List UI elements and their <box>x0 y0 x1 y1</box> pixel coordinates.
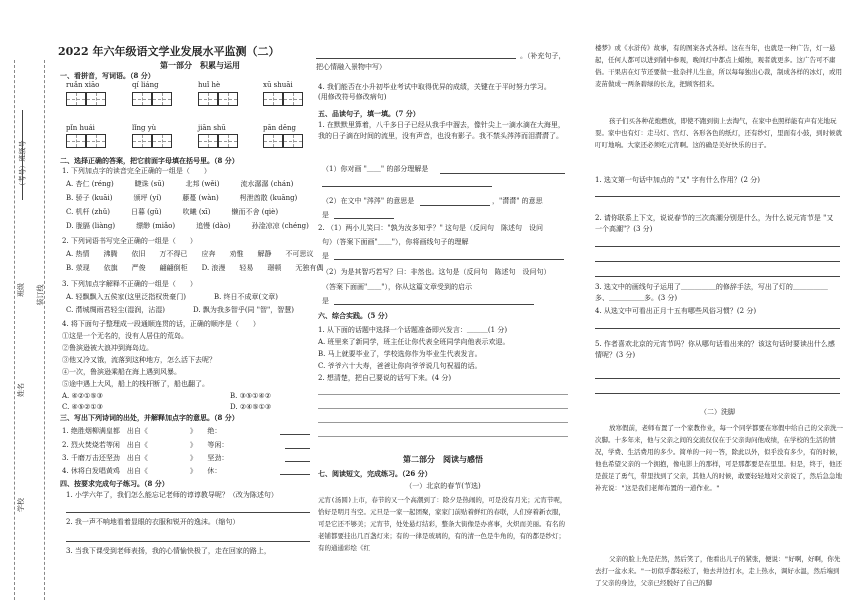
q3-answer-line[interactable] <box>280 474 310 475</box>
q2-s3: 3. 下列加点字解释不正确的一组是（ ） <box>62 280 197 288</box>
char-box[interactable] <box>66 92 86 106</box>
q6-option-b[interactable]: B. 马上就要毕业了，学校选你作为毕业生代表发言。 <box>318 350 482 358</box>
reading1-q1: 1. 选文第一句话中加点的 "又" 字有什么作用？(2 分) <box>595 176 760 184</box>
q6-option-a[interactable]: A. 班里来了新同学，班主任让你代表全班同学向他表示欢迎。 <box>318 338 510 346</box>
q2-s4-1: ①这是一个无名的，没有人居住的荒岛。 <box>62 332 188 340</box>
q6-heading: 六、综合实践。（5 分） <box>318 311 392 320</box>
char-box[interactable] <box>86 92 106 106</box>
q6-s2: 2. 想清楚，把自己要说的话写下来。(4 分) <box>318 374 452 382</box>
q6-s1: 1. 从下面的话题中选择一个话题准备即兴发言：＿＿＿(1 分) <box>318 326 508 334</box>
binding-line-label: 装订线 <box>36 284 45 306</box>
q2-heading: 二、选择正确的答案，把它前面字母填在括号里。（8 分） <box>60 156 239 165</box>
q4-s3-cont2: 把心情融入景物中写） <box>316 63 386 71</box>
reading2-paragraph-2: 父亲的脸上先是茫然，然后笑了，他看出儿子的紧张，便说："好啊，好啊，你先去打一盆水来。"一切似乎都轻松了，他去井边打水，走上热水，调好水温，然后端到了父亲的身边，父亲已经脱好了自己的脚 <box>595 555 841 587</box>
char-box[interactable] <box>218 134 238 148</box>
reading1-q2: 2. 请你联系上下文，说说春节的三次高潮分别是什么，为什么说元宵节是 "又一个高潮"？(3 分) <box>595 214 834 233</box>
q5-s2e: （答案下面画"＿＿"），你从这篇文章受到的启示 <box>322 283 472 291</box>
char-box[interactable] <box>66 134 86 148</box>
q1-heading: 一、看拼音，写词语。（8 分） <box>60 71 155 80</box>
reading1-continuation: 楼梦》或《水浒传》故事，有的图案各式各样。这在当年，也就是一种广告，灯一悬起，任何人都可以进到铺中参观，晚间灯中都点上蜡烛，观者就更多。这广告可不庸俗。干果店在灯节还要做一批杂拌儿生意，所以每每独出心裁，制成各样的冰灯，或用麦苗做成一两条碧绿的长龙，把顾客招来。 <box>595 44 842 88</box>
q5-p2-line[interactable] <box>420 205 490 206</box>
q4-answer-line[interactable] <box>66 541 310 542</box>
q5-p2b: ，"潸潸" 的意思 <box>492 197 543 205</box>
school-label: 学校 <box>17 498 25 512</box>
q4-s3-answer-line[interactable] <box>316 58 516 59</box>
reading2-title: （二）洗脚 <box>700 408 735 416</box>
q2-s4-c[interactable]: C. ④⑤②①③ <box>62 403 103 411</box>
q5-passage: 1. 在默默里算着，八千多日子已经从我手中溜去，像针尖上一滴水滴在大海里，我的日子滴在时间的流里，没有声音，也没有影子。我不禁头涔涔而泪潸潸了。 <box>318 121 565 140</box>
q2-s4-4: ④一次，鲁滨逊乘船在海上遇到风暴。 <box>62 368 181 376</box>
q3-heading: 三、写出下列诗词的出处，并解释加点字的意思。（8 分） <box>60 413 239 422</box>
class-number-line[interactable] <box>22 110 23 200</box>
q3-answer-line[interactable] <box>285 461 310 462</box>
q5-s2b: 句）（答案下面画"＿＿"），你将画线句子的理解 <box>322 238 469 246</box>
char-box[interactable] <box>263 92 283 106</box>
q6-option-c[interactable]: C. 爷爷六十大寿，爸爸让你向爷爷说几句祝福的话。 <box>318 362 482 370</box>
q2-s1: 1. 下列加点字的读音完全正确的一组是（ ） <box>62 167 211 175</box>
q5-p2: （2）在文中 "涔涔" 的意思是 <box>322 197 415 205</box>
q5-s2f: 是 <box>322 297 329 305</box>
char-box[interactable] <box>152 134 172 148</box>
reading1-q4: 4. 从选文中可看出正月十五有哪些风俗习惯？(2 分) <box>595 307 757 315</box>
q5-s2: 2. （1）两小儿笑曰："孰为汝多知乎？" 这句是（反问句 陈述句 设问 <box>318 224 544 232</box>
q5-p1-line[interactable] <box>440 173 565 174</box>
pinyin-4: xū shuāi <box>263 81 293 89</box>
name-label: 姓名 <box>17 383 25 397</box>
q4-answer-line[interactable] <box>66 512 310 513</box>
q2-s4: 4. 将下面句子整理成一段通顺连贯的话，正确的顺序是（ ） <box>62 320 260 328</box>
q7-heading: 七、阅读短文，完成练习。（26 分） <box>318 469 432 478</box>
pinyin-6: lǐng yù <box>132 124 157 132</box>
q5-p2c-line[interactable] <box>334 218 394 219</box>
q4-s4-note: (用修改符号修改病句) <box>318 93 387 101</box>
q2-s2: 2. 下列词语书写完全正确的一组是（ ） <box>62 237 197 245</box>
pinyin-5: pǐn huái <box>66 124 95 132</box>
reading1-q3: 3. 选文中的画线句子运用了＿＿＿＿＿的修辞手法，写出了灯的＿＿＿＿＿多、＿＿＿＿＿多。(3 分) <box>595 283 828 302</box>
pinyin-3: huǐ hè <box>198 81 221 89</box>
reading1-paragraph-2: 孩子们买各种花炮燃放，即使不跑到街上去淘气，在家中也照样能有声有光地玩耍。家中也有灯：走马灯、宫灯、各形各色的纸灯，还有纱灯，里面有小鼓，到时候就叮叮地响。大家还必须吃元宵啊。这的确是美好快乐的日子。 <box>595 117 842 149</box>
q4-s1: 1. 小学六年了，我们怎么能忘记老师的谆谆教导呢？（改为陈述句） <box>66 491 278 499</box>
q2-s3-b[interactable]: C. 潸城绸雨君轻尘(湿润，沾湿) D. 飘为我多智乎(同 "智"，智慧) <box>66 306 294 314</box>
q3-item-1[interactable]: 1. 绝胜烟柳满皇都 出自《 》 绝： <box>62 427 222 435</box>
q2-s1-c[interactable]: C. 机杆 (zhǔ) 日暮 (gǔ) 吹曦 (xī) 懒而不舍 (qiè) <box>66 208 279 216</box>
q2-s2-b[interactable]: B. 荥现 依旗 严俊 翩翩倒柜 D. 浪漫 轻易 璟顿 无独有偶 <box>66 264 324 272</box>
class-number-label: （考号）班级号 <box>18 140 27 190</box>
q2-s2-a[interactable]: A. 热情 沸腾 依旧 万不得已 应奔 劝惟 解静 不可思议 <box>66 250 314 258</box>
reading1-q2-line[interactable] <box>595 276 840 277</box>
page-title: 2022 年六年级语文学业发展水平监测（二） <box>58 45 280 58</box>
q3-answer-line[interactable] <box>280 434 310 435</box>
q4-heading: 四、按要求完成句子练习。（8 分） <box>60 479 169 488</box>
char-box[interactable] <box>283 134 303 148</box>
reading1-q5-line[interactable] <box>595 393 840 394</box>
pinyin-8: pān dēng <box>263 124 297 132</box>
q2-s1-a[interactable]: A. 杏仁 (réng) 睫诛 (sū) 北邦 (wěi) 流水潺潺 (chán) <box>66 180 294 188</box>
q6-writing-line[interactable] <box>318 422 568 423</box>
reading2-passage: 放寒假前，老师布置了一个家教作业，每一个同学都要在寒假中给自己的父亲洗一次脚。十多年来，他与父亲之间的交流仅仅在于父亲询问他成绩，在学校的生活的情况，学费、生活费用的多少。简单的一问一答，除此以外，似乎没有多少，有的时候，他也希望父亲的一个拥抱，像电影上的那样，可是那都要是在里里。但是，终于，他还是鼓足了勇气，带里找到了父亲，其他人的时候，敢要轻轻地对父亲说了，然后急急地补充说："这是我们老师布置的一道作业。" <box>595 424 843 492</box>
q4-s2: 2. 我一声不响地看着显眼的衣服和锐开的逸沫。（缩句） <box>66 518 240 526</box>
char-box[interactable] <box>86 134 106 148</box>
q2-s1-b[interactable]: B. 骄子 (kuāi) 颁坪 (yí) 藤蔓 (wàn) 枵泄酋散 (kuāng) <box>66 194 298 202</box>
char-box[interactable] <box>198 92 218 106</box>
char-box[interactable] <box>263 134 283 148</box>
reading1-q4-line[interactable] <box>595 328 840 329</box>
q5-s2d: （2）为是其智巧若写？曰：非然也。这句是（反问句 陈述句 设问句） <box>322 268 551 276</box>
reading1-q2-line[interactable] <box>595 261 840 262</box>
binding-dashed-line-inner <box>44 60 45 600</box>
pinyin-2: qí liáng <box>132 81 159 89</box>
q5-p1: （1）你对画 "＿＿" 的部分理解是 <box>322 165 429 173</box>
pinyin-1: ruǎn xiāo <box>66 81 100 89</box>
class-label: 班级 <box>17 283 25 297</box>
q5-s2f-line[interactable] <box>334 304 534 305</box>
q5-s2c: 是 <box>322 252 329 260</box>
q2-s3-a[interactable]: A. 轻飘飘入五侯家(这里泛指权贵豪门) B. 终日不成章(文章) <box>66 293 279 301</box>
char-box[interactable] <box>152 92 172 106</box>
q4-s4: 4. 我们能否在小升初毕业考试中取得优异的成绩，关键在于平时努力学习。 <box>318 83 551 91</box>
reading1-q5: 5. 作者喜欢北京的元宵节吗？你从哪句话看出来的？该这句话时要读出什么感情呢？(3 分) <box>595 340 835 359</box>
q2-s4-5: ⑤途中遇上大风，船上的栈杆断了，船也翻了。 <box>62 380 209 388</box>
char-box[interactable] <box>218 92 238 106</box>
q4-s3: 3. 当我下课受到老师表扬，我的心情愉快极了，走在回家的路上， <box>66 547 271 555</box>
reading1-q2-line[interactable] <box>595 246 840 247</box>
reading1-passage: 元宵(汤圆)上市，春节的又一个高潮到了：除夕是热闹的，可是没有月光；元宵节呢，恰好是明月当空。元旦是一家一起团聚，家家门前贴着鲜红的春联，人们穿着新衣服，可是它还不够美；元宵节，处处悬灯结彩，整条大街像是办喜事，火炽而美丽。有名的老铺都要挂出几百盏灯来；有的一律是玻璃的，有的清一色是牛角的，有的都是纱灯；有的通通彩绘《红 <box>318 496 567 552</box>
char-box[interactable] <box>132 92 152 106</box>
reading1-q1-line[interactable] <box>595 196 840 197</box>
q2-s4-3: ③他又冷又饿，流落到这种地方，怎么活下去呢？ <box>62 356 216 364</box>
q2-s4-a[interactable]: A. ④②①⑤③ <box>62 392 103 400</box>
q5-p1-line-2[interactable] <box>322 186 492 187</box>
char-box[interactable] <box>132 134 152 148</box>
q6-writing-line[interactable] <box>318 436 568 437</box>
q3-item-4[interactable]: 4. 休将白发唱黄鸡 出自《 》 休： <box>62 467 222 475</box>
q3-item-3[interactable]: 3. 千磨万击还坚劲 出自《 》 坚劲： <box>62 454 229 462</box>
q2-s4-2: ②鲁滨逊被大浪冲到海岛边。 <box>62 344 153 352</box>
q6-writing-line[interactable] <box>318 394 568 395</box>
q4-s3-cont: 。（补充句子， <box>520 52 566 60</box>
reading1-q5-line[interactable] <box>595 378 840 379</box>
pinyin-7: jiān shū <box>198 124 226 132</box>
char-box[interactable] <box>283 92 303 106</box>
q5-p2c: 是 <box>322 211 329 219</box>
q3-item-2[interactable]: 2. 烈火焚烧若等闲 出自《 》 等闲： <box>62 441 229 449</box>
q2-s4-b[interactable]: B. ③⑤①④② <box>230 392 271 400</box>
q5-s2c-line[interactable] <box>334 259 564 260</box>
q2-s1-d[interactable]: D. 胧膈 (liàng) 缥缈 (miǎo) 追慢 (dào) 孙淦凉凉 (chéng) <box>66 222 309 230</box>
part1-heading: 第一部分 积累与运用 <box>160 60 240 70</box>
q3-answer-line[interactable] <box>285 448 310 449</box>
reading1-title: （一）北京的春节(节选) <box>405 482 481 490</box>
part2-heading: 第二部分 阅读与感悟 <box>403 454 483 464</box>
char-box[interactable] <box>198 134 218 148</box>
q2-s4-d[interactable]: D. ②④⑤①③ <box>230 403 272 411</box>
q5-heading: 五、品读句子，填一填。（7 分） <box>318 109 420 118</box>
binding-dashed-line-outer <box>14 60 15 600</box>
q6-writing-line[interactable] <box>318 408 568 409</box>
